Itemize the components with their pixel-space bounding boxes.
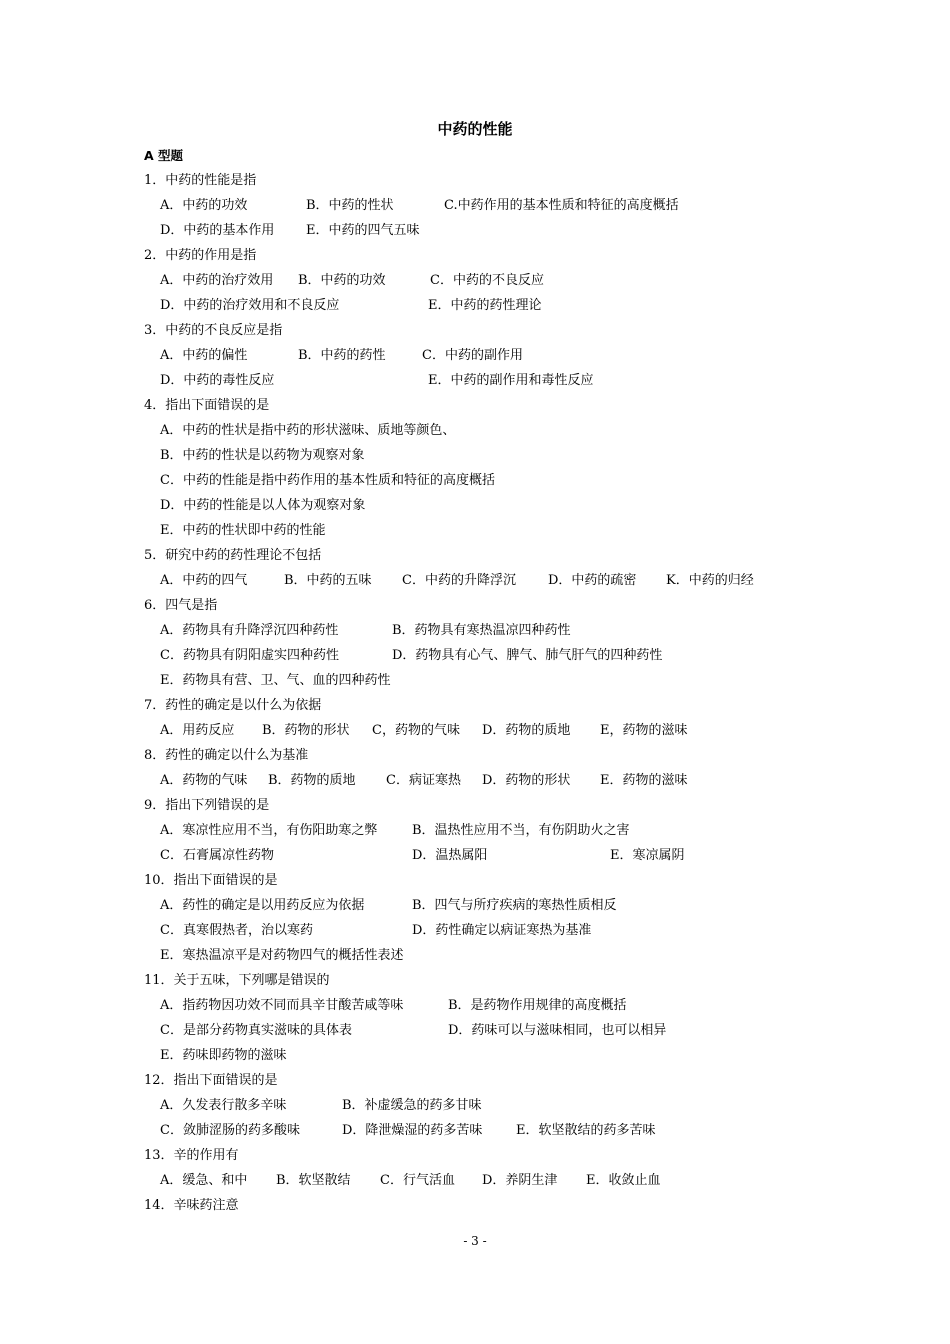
answer-option: B．是药物作用规律的高度概括 — [448, 998, 627, 1013]
option-row — [144, 893, 844, 918]
answer-option: A．药物的气味 — [160, 773, 248, 788]
option-row — [144, 193, 844, 218]
answer-option: A．中药的四气 — [160, 573, 248, 588]
option-row — [144, 1168, 844, 1193]
answer-option: D．中药的疏密 — [548, 573, 637, 588]
answer-option: B．补虚缓急的药多甘味 — [342, 1098, 482, 1113]
answer-option: D．药物具有心气、脾气、肺气肝气的四种药性 — [392, 648, 663, 663]
answer-option: A．中药的功效 — [160, 198, 248, 213]
answer-option: B．中药的性状是以药物为观察对象 — [160, 448, 365, 463]
option-row — [144, 668, 844, 693]
answer-option: D．养阴生津 — [482, 1173, 558, 1188]
answer-option: B．温热性应用不当，有伤阴助火之害 — [412, 823, 630, 838]
answer-option: C．是部分药物真实滋味的具体表 — [160, 1023, 352, 1038]
question-stem: 12．指出下面错误的是 — [144, 1073, 278, 1088]
answer-option: D．中药的基本作用 — [160, 223, 275, 238]
answer-option: A．中药的偏性 — [160, 348, 248, 363]
answer-option: B．中药的药性 — [298, 348, 386, 363]
option-row — [144, 1093, 844, 1118]
option-row — [144, 1118, 844, 1143]
answer-option: C．中药的不良反应 — [430, 273, 544, 288]
option-row — [144, 843, 844, 868]
answer-option: A．中药的治疗效用 — [160, 273, 274, 288]
answer-option: C．真寒假热者，治以寒药 — [160, 923, 313, 938]
answer-option: D．降泄燥湿的药多苦味 — [342, 1123, 483, 1138]
question-stem: 8．药性的确定以什么为基准 — [144, 748, 309, 763]
answer-option: C．石膏属凉性药物 — [160, 848, 274, 863]
option-row — [144, 418, 844, 443]
answer-option: K．中药的归经 — [666, 573, 754, 588]
option-row — [144, 918, 844, 943]
question-stem: 3．中药的不良反应是指 — [144, 323, 283, 338]
option-row — [144, 718, 844, 743]
answer-option: E．中药的副作用和毒性反应 — [428, 373, 594, 388]
question-stem: 1．中药的性能是指 — [144, 173, 257, 188]
option-row — [144, 218, 844, 243]
answer-option: C，药物的气味 — [372, 723, 460, 738]
question-stem: 2．中药的作用是指 — [144, 248, 257, 263]
option-row — [144, 1018, 844, 1043]
answer-option: E．中药的四气五味 — [306, 223, 420, 238]
answer-option: B．药物具有寒热温凉四种药性 — [392, 623, 571, 638]
option-row — [144, 568, 844, 593]
option-row — [144, 943, 844, 968]
option-row — [144, 443, 844, 468]
answer-option: C．敛肺涩肠的药多酸味 — [160, 1123, 300, 1138]
answer-option: E．药味即药物的滋味 — [160, 1048, 287, 1063]
answer-option: C．行气活血 — [380, 1173, 455, 1188]
option-row — [144, 518, 844, 543]
answer-option: A．指药物因功效不同而具辛甘酸苦咸等味 — [160, 998, 404, 1013]
answer-option: A．久发表行散多辛味 — [160, 1098, 287, 1113]
option-row — [144, 818, 844, 843]
answer-option: A．缓急、和中 — [160, 1173, 248, 1188]
answer-option: A．药物具有升降浮沉四种药性 — [160, 623, 339, 638]
question-stem: 9．指出下列错误的是 — [144, 798, 270, 813]
section-heading: A 型题 — [144, 148, 184, 163]
option-row — [144, 268, 844, 293]
answer-option: B．药物的质地 — [268, 773, 356, 788]
option-row — [144, 468, 844, 493]
question-stem: 4．指出下面错误的是 — [144, 398, 270, 413]
answer-option: E，药物的滋味 — [600, 723, 688, 738]
answer-option: A．用药反应 — [160, 723, 235, 738]
answer-option: B．中药的功效 — [298, 273, 386, 288]
answer-option: D．中药的毒性反应 — [160, 373, 275, 388]
answer-option: B．四气与所疗疾病的寒热性质相反 — [412, 898, 617, 913]
answer-option: A．中药的性状是指中药的形状滋味、质地等颜色、 — [160, 423, 456, 438]
answer-option: B．药物的形状 — [262, 723, 350, 738]
answer-option: E．药物的滋味 — [600, 773, 688, 788]
question-stem: 5．研究中药的药性理论不包括 — [144, 548, 322, 563]
question-stem: 14．辛味药注意 — [144, 1198, 239, 1213]
answer-option: E．寒热温凉平是对药物四气的概括性表述 — [160, 948, 404, 963]
page-number: - 3 - — [463, 1234, 487, 1248]
answer-option: A．寒凉性应用不当，有伤阳助寒之弊 — [160, 823, 378, 838]
answer-option: E．中药的药性理论 — [428, 298, 542, 313]
answer-option: D．中药的治疗效用和不良反应 — [160, 298, 340, 313]
answer-option: C．中药的性能是指中药作用的基本性质和特征的高度概括 — [160, 473, 495, 488]
answer-option: D．药物的质地 — [482, 723, 571, 738]
option-row — [144, 493, 844, 518]
question-list — [144, 168, 844, 1218]
page-title: 中药的性能 — [437, 120, 513, 138]
option-row — [144, 768, 844, 793]
answer-option: E．收敛止血 — [586, 1173, 661, 1188]
answer-option: C．药物具有阴阳虚实四种药性 — [160, 648, 339, 663]
answer-option: E．中药的性状即中药的性能 — [160, 523, 326, 538]
answer-option: E．寒凉属阴 — [610, 848, 685, 863]
question-stem: 11．关于五味，下列哪是错误的 — [144, 973, 330, 988]
option-row — [144, 618, 844, 643]
answer-option: D．药物的形状 — [482, 773, 571, 788]
answer-option: E．药物具有营、卫、气、血的四种药性 — [160, 673, 391, 688]
question-stem: 10．指出下面错误的是 — [144, 873, 278, 888]
option-row — [144, 368, 844, 393]
answer-option: C．中药的副作用 — [422, 348, 523, 363]
answer-option: B．中药的五味 — [284, 573, 372, 588]
answer-option: C．病证寒热 — [386, 773, 461, 788]
answer-option: E．软坚散结的药多苦味 — [516, 1123, 656, 1138]
option-row — [144, 343, 844, 368]
answer-option: B．软坚散结 — [276, 1173, 351, 1188]
answer-option: D．药性确定以病证寒热为基准 — [412, 923, 592, 938]
answer-option: D．温热属阳 — [412, 848, 488, 863]
option-row — [144, 993, 844, 1018]
question-stem: 6．四气是指 — [144, 598, 218, 613]
question-stem: 7．药性的确定是以什么为依据 — [144, 698, 322, 713]
answer-option: B．中药的性状 — [306, 198, 394, 213]
answer-option: D．中药的性能是以人体为观察对象 — [160, 498, 366, 513]
answer-option: D．药味可以与滋味相同，也可以相异 — [448, 1023, 667, 1038]
question-stem: 13．辛的作用有 — [144, 1148, 239, 1163]
answer-option: C．中药的升降浮沉 — [402, 573, 516, 588]
answer-option: A．药性的确定是以用药反应为依据 — [160, 898, 365, 913]
option-row — [144, 293, 844, 318]
option-row — [144, 643, 844, 668]
answer-option: C.中药作用的基本性质和特征的高度概括 — [444, 198, 679, 213]
option-row — [144, 1043, 844, 1068]
